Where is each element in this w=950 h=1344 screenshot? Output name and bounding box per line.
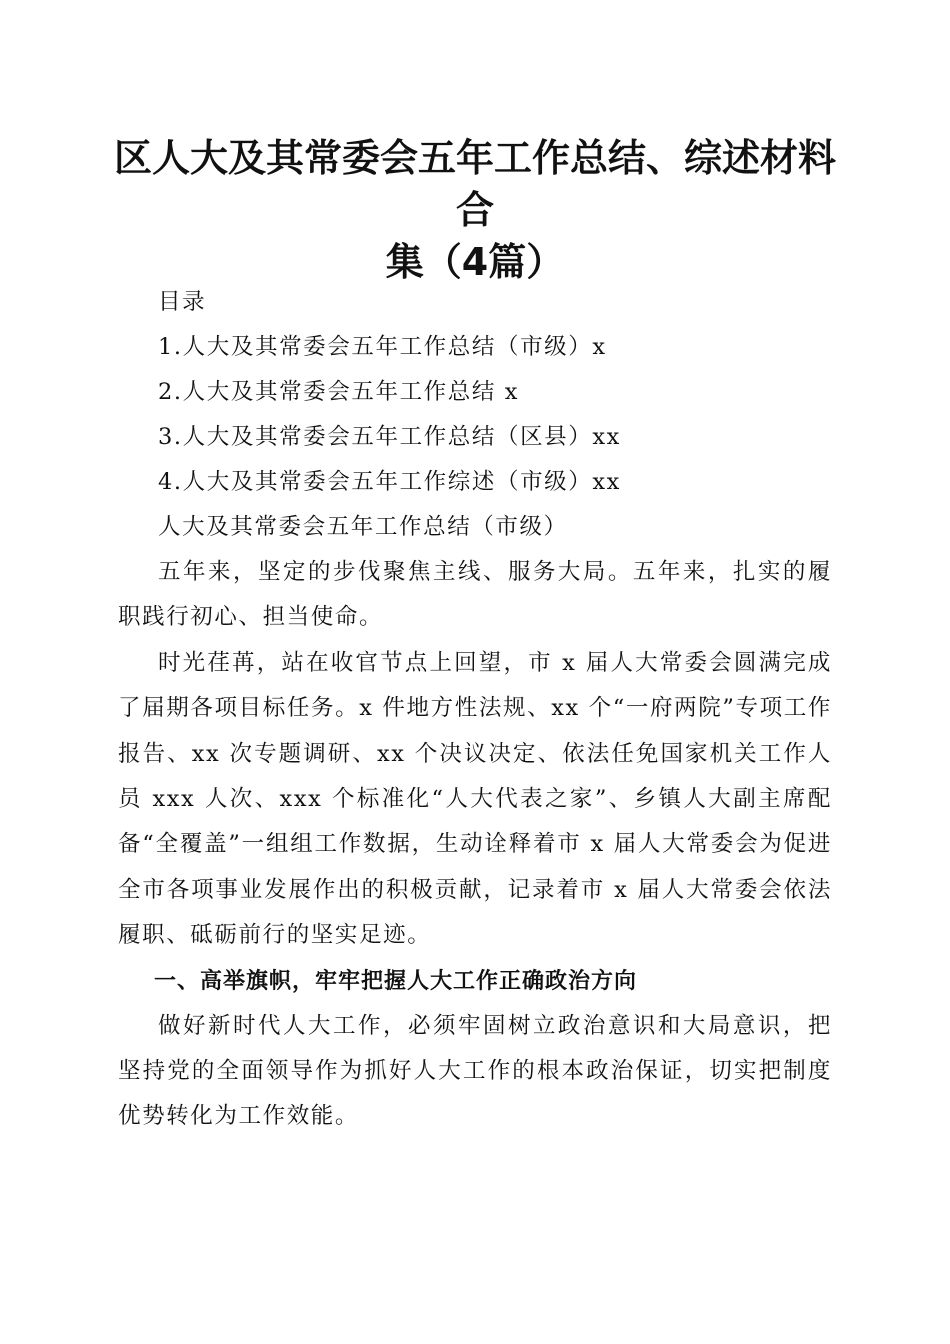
paragraph-1: 五年来，坚定的步伐聚焦主线、服务大局。五年来，扎实的履职践行初心、担当使命。 xyxy=(118,559,832,631)
toc-label: 目录 xyxy=(158,289,207,315)
document-title xyxy=(100,132,850,288)
document-body xyxy=(118,280,832,1140)
toc-item-2: 2.人大及其常委会五年工作总结 x xyxy=(158,379,520,405)
title-line-1: 区人大及其常委会五年工作总结、综述材料合 xyxy=(113,136,836,232)
section-paragraph-1: 做好新时代人大工作，必须牢固树立政治意识和大局意识，把坚持党的全面领导作为抓好人大工作的根本政治保证，切实把制度优势转化为工作效能。 xyxy=(118,1012,832,1130)
section-heading-1: 一、高举旗帜，牢牢把握人大工作正确政治方向 xyxy=(154,968,638,994)
toc-item-4: 4.人大及其常委会五年工作综述（市级）xx xyxy=(158,469,621,495)
article-title: 人大及其常委会五年工作总结（市级） xyxy=(158,514,568,540)
paragraph-2: 时光荏苒，站在收官节点上回望，市 x 届人大常委会圆满完成了届期各项目标任务。x 件地方性法规、xx 个“一府两院”专项工作报告、xx 次专题调研、xx 个决议决定、依法任免国家机关工作人员 xxx 人次、xxx 个标准化“人大代表之家”、乡镇人大副主席配备“全覆盖”一组组工作数据，生动诠释着市 x 届人大常委会为促进全市各项事业发展作出的积极贡献，记录着市 x 届人大常委会依法履职、砥砺前行的坚实足迹。 xyxy=(118,649,832,949)
toc-item-3: 3.人大及其常委会五年工作总结（区县）xx xyxy=(158,424,621,450)
title-line-2: 集（4篇） xyxy=(385,240,565,284)
toc-item-1: 1.人大及其常委会五年工作总结（市级）x xyxy=(158,334,607,360)
